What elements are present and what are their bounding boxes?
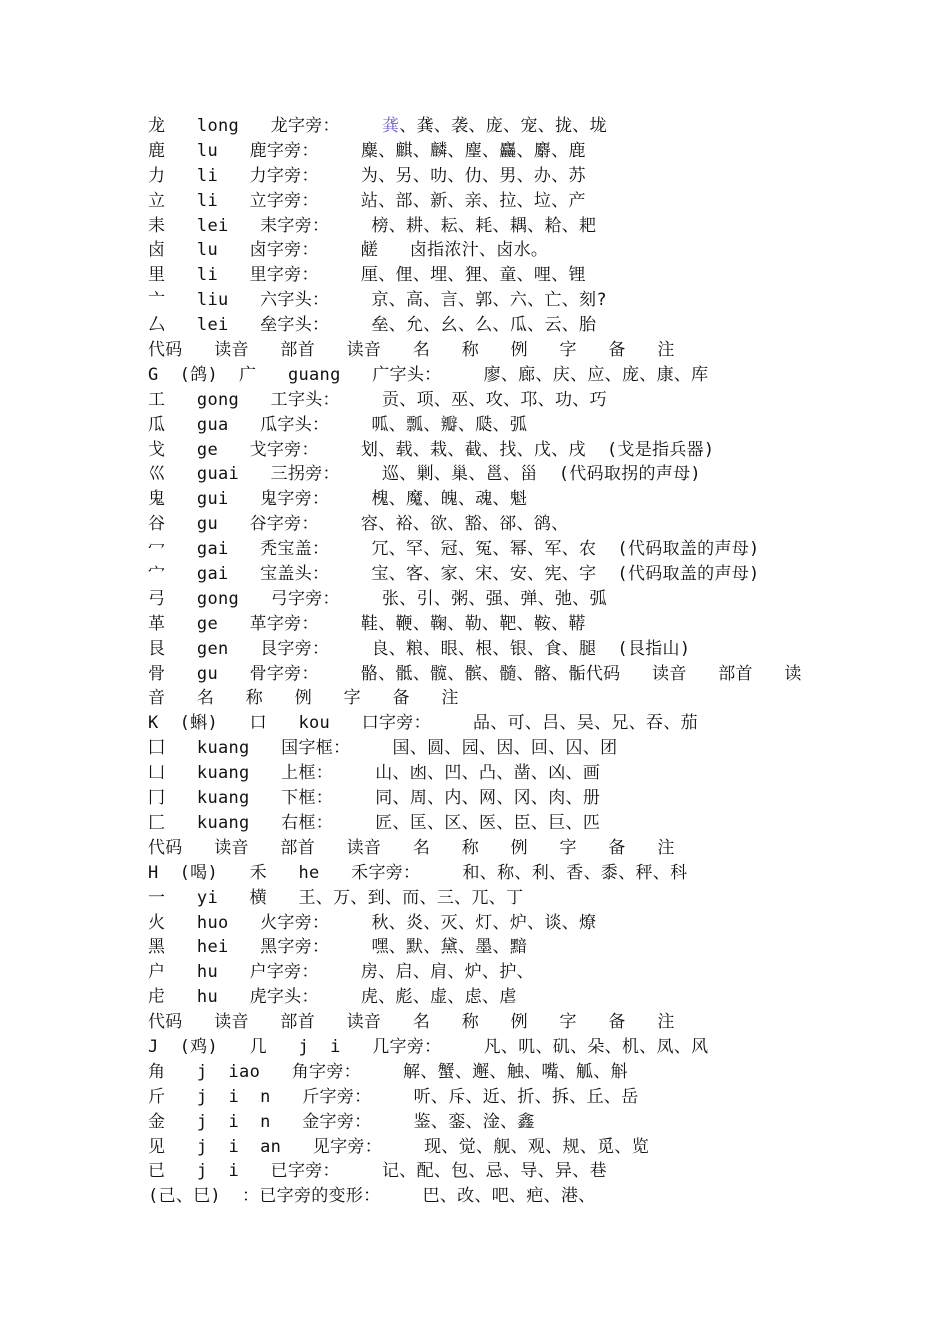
text-line: 斤 j i n 斤字旁： 听、斥、近、折、拆、丘、岳 <box>148 1086 639 1107</box>
line-text: 龙 long 龙字旁： <box>148 116 382 136</box>
text-line: 一 yi 横 王、万、到、而、三、兀、丁 <box>148 887 524 908</box>
text-line: 匚 kuang 右框： 匠、匡、区、医、臣、巨、匹 <box>148 812 601 833</box>
text-line: 戈 ge 戈字旁： 划、载、栽、截、找、戊、戌 (戈是指兵器) <box>148 439 715 460</box>
text-line: 艮 gen 艮字旁： 良、粮、眼、根、银、食、腿 (艮指山) <box>148 638 691 659</box>
header-line: 代码 读音 部首 读音 名 称 例 字 备 注 <box>148 837 675 858</box>
text-line: J (鸡) 几 j i 几字旁： 凡、叽、矶、朵、机、凤、风 <box>148 1036 709 1057</box>
text-line: 冖 gai 秃宝盖： 冗、罕、冠、冤、幂、军、农 (代码取盖的声母) <box>148 539 760 560</box>
text-line: H (喝) 禾 he 禾字旁： 和、称、利、香、黍、秤、科 <box>148 862 688 883</box>
text-line: G (鸽) 广 guang 广字头： 廖、廊、庆、应、庞、康、库 <box>148 364 709 385</box>
text-line: 鹿 lu 鹿字旁： 麋、麒、麟、麈、麤、麝、鹿 <box>148 140 586 161</box>
text-line: 见 j i an 见字旁： 现、觉、舰、观、规、觅、览 <box>148 1136 650 1157</box>
text-line: 角 j iao 角字旁： 解、蟹、邂、触、嘴、觚、斛 <box>148 1061 628 1082</box>
text-line: 亠 liu 六字头： 京、高、言、郭、六、亡、刻? <box>148 290 607 311</box>
header-line: 代码 读音 部首 读音 名 称 例 字 备 注 <box>148 340 675 361</box>
text-line: 卤 lu 卤字旁： 鹾 卤指浓汁、卤水。 <box>148 240 549 261</box>
text-line: 立 li 立字旁： 站、部、新、亲、拉、垃、产 <box>148 190 586 211</box>
text-line: 虍 hu 虎字头： 虎、彪、虚、虑、虐 <box>148 987 517 1008</box>
text-line: 弓 gong 弓字旁： 张、引、粥、强、弹、弛、弧 <box>148 588 607 609</box>
text-line: 耒 lei 耒字旁： 榜、耕、耘、耗、耦、耠、耙 <box>148 215 597 236</box>
text-line: 音 名 称 例 字 备 注 <box>148 688 459 709</box>
text-line: 厶 lei 垒字头： 垒、允、幺、么、瓜、云、胎 <box>148 315 597 336</box>
text-line: 火 huo 火字旁： 秋、炎、灭、灯、炉、谈、燎 <box>148 912 597 933</box>
text-line: 骨 gu 骨字旁： 骼、骶、髋、髌、髓、髂、骺代码 读音 部首 读 <box>148 663 802 684</box>
text-line <box>148 114 788 139</box>
text-line: 谷 gu 谷字旁： 容、裕、欲、豁、郤、鹆、 <box>148 514 569 535</box>
text-line: 鬼 gui 鬼字旁： 槐、魔、魄、魂、魁 <box>148 489 528 510</box>
radical-table-text <box>148 114 802 1209</box>
text-line: 革 ge 革字旁： 鞋、鞭、鞠、勒、靶、鞍、鞯 <box>148 613 586 634</box>
line-text: 、龚、袭、庞、宠、拢、垅 <box>399 116 607 136</box>
text-line: 黑 hei 黑字旁： 嘿、默、黛、墨、黯 <box>148 937 528 958</box>
text-line: 力 li 力字旁： 为、另、叻、仂、男、办、苏 <box>148 165 586 186</box>
highlighted-char: 龚 <box>382 116 400 136</box>
text-line: 冂 kuang 下框： 同、周、内、网、冈、肉、册 <box>148 788 601 809</box>
text-line: 巛 guai 三拐旁： 巡、剿、巢、邕、甾 (代码取拐的声母) <box>148 464 701 485</box>
text-line: 工 gong 工字头： 贡、项、巫、攻、邛、功、巧 <box>148 389 607 410</box>
text-line: 凵 kuang 上框： 山、凼、凹、凸、凿、凶、画 <box>148 763 601 784</box>
text-line: 已 j i 已字旁： 记、配、包、忌、导、异、巷 <box>148 1161 607 1182</box>
text-line: 里 li 里字旁： 厘、俚、埋、狸、童、哩、锂 <box>148 265 586 286</box>
header-line: 代码 读音 部首 读音 名 称 例 字 备 注 <box>148 1012 675 1033</box>
text-line: 囗 kuang 国字框： 国、圆、园、因、回、囚、团 <box>148 738 618 759</box>
text-line: K (蝌) 口 kou 口字旁： 品、可、吕、吴、兄、吞、茄 <box>148 713 698 734</box>
text-line: 瓜 gua 瓜字头： 呱、瓢、瓣、瓞、弧 <box>148 414 528 435</box>
text-line: (己、巳) ：已字旁的变形： 巴、改、吧、疤、港、 <box>148 1186 596 1207</box>
text-line: 金 j i n 金字旁： 鉴、銮、淦、鑫 <box>148 1111 535 1132</box>
text-line: 户 hu 户字旁： 房、启、肩、炉、护、 <box>148 962 534 983</box>
text-line: 宀 gai 宝盖头： 宝、客、家、宋、安、宪、字 (代码取盖的声母) <box>148 564 760 585</box>
